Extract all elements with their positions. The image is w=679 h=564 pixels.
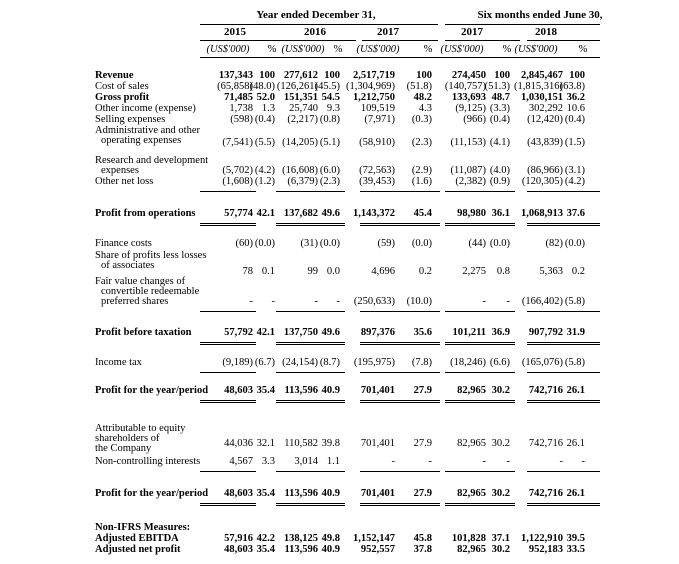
rule bbox=[360, 311, 440, 312]
rule bbox=[445, 191, 515, 192]
header-year: 2018 bbox=[535, 26, 557, 38]
cell-gross_profit: 36.2 bbox=[566, 92, 585, 103]
cell-gross_profit: 1,212,750 bbox=[353, 92, 395, 103]
cell-profit_ops: 36.1 bbox=[491, 208, 510, 219]
double-rule bbox=[200, 223, 256, 226]
cell-profit_period: 35.4 bbox=[256, 385, 275, 396]
header-group-year-ended: Year ended December 31, bbox=[256, 9, 376, 21]
row-label-adj_ebitda: Adjusted EBITDA bbox=[95, 533, 179, 544]
cell-share_assoc: 5,363 bbox=[539, 266, 563, 277]
rule bbox=[200, 57, 600, 58]
cell-attrib_heading: 110,582 bbox=[284, 438, 318, 449]
rule bbox=[276, 372, 345, 373]
cell-revenue: 2,517,719 bbox=[353, 70, 395, 81]
cell-selling: (0.3) bbox=[411, 114, 432, 125]
cell-adj_ebitda: 49.8 bbox=[321, 533, 340, 544]
rule bbox=[200, 40, 356, 41]
cell-share_assoc: 0.1 bbox=[261, 266, 275, 277]
row-label-other_income: Other income (expense) bbox=[95, 103, 196, 114]
cell-profit_period2: 742,716 bbox=[528, 488, 563, 499]
cell-profit_before_tax: 35.6 bbox=[413, 327, 432, 338]
cell-fv_changes: - bbox=[271, 296, 275, 307]
cell-profit_before_tax: 36.9 bbox=[491, 327, 510, 338]
cell-finance_costs: (44) bbox=[468, 238, 486, 249]
cell-profit_ops: 98,980 bbox=[457, 208, 486, 219]
cell-income_tax: (165,076) bbox=[521, 357, 563, 368]
cell-other_income: (3.3) bbox=[489, 103, 510, 114]
cell-attrib_heading: 82,965 bbox=[457, 438, 486, 449]
cell-income_tax: (6.6) bbox=[489, 357, 510, 368]
header-pct: % bbox=[502, 44, 512, 55]
cell-adj_net_profit: 952,557 bbox=[360, 544, 395, 555]
cell-profit_ops: 1,068,913 bbox=[521, 208, 563, 219]
double-rule bbox=[527, 400, 600, 403]
cell-profit_before_tax: 907,792 bbox=[528, 327, 563, 338]
header-group-six-months: Six months ended June 30, bbox=[477, 9, 603, 21]
cell-share_assoc: 0.2 bbox=[571, 266, 585, 277]
cell-profit_ops: 49.6 bbox=[321, 208, 340, 219]
cell-other_net_loss: (39,453) bbox=[359, 176, 395, 187]
cell-profit_ops: 42.1 bbox=[256, 208, 275, 219]
header-pct: % bbox=[578, 44, 588, 55]
cell-attrib_heading: 742,716 bbox=[528, 438, 563, 449]
cell-profit_period2: 40.9 bbox=[321, 488, 340, 499]
rule bbox=[527, 471, 600, 472]
cell-finance_costs: (0.0) bbox=[411, 238, 432, 249]
double-rule bbox=[445, 400, 515, 403]
rule bbox=[200, 311, 256, 312]
double-rule bbox=[360, 342, 440, 345]
double-rule bbox=[276, 400, 345, 403]
double-rule bbox=[445, 503, 515, 506]
cell-profit_period: 27.9 bbox=[413, 385, 432, 396]
cell-attrib_heading: 30.2 bbox=[491, 438, 510, 449]
cell-other_income: 4.3 bbox=[418, 103, 432, 114]
header-pct: % bbox=[267, 44, 277, 55]
rule bbox=[276, 311, 345, 312]
cell-nci: 3.3 bbox=[261, 456, 275, 467]
cell-revenue: 137,343 bbox=[218, 70, 253, 81]
cell-adj_ebitda: 1,152,147 bbox=[353, 533, 395, 544]
cell-admin: (11,153) bbox=[450, 137, 486, 148]
double-rule bbox=[200, 342, 256, 345]
row-label-admin: Administrative and other bbox=[95, 125, 200, 136]
cell-rnd: (3.1) bbox=[564, 165, 585, 176]
cell-admin: (2.3) bbox=[411, 137, 432, 148]
cell-other_income: 25,740 bbox=[289, 103, 318, 114]
cell-profit_ops: 57,774 bbox=[224, 208, 253, 219]
cell-admin: (5.5) bbox=[254, 137, 275, 148]
cell-selling: (12,420) bbox=[527, 114, 563, 125]
row-label-rnd: Research and development bbox=[95, 155, 209, 166]
cell-gross_profit: 71,485 bbox=[224, 92, 253, 103]
cell-other_income: 1,738 bbox=[229, 103, 253, 114]
cell-share_assoc: 2,275 bbox=[462, 266, 486, 277]
cell-revenue: 277,612 bbox=[283, 70, 318, 81]
header-pct: % bbox=[423, 44, 433, 55]
double-rule bbox=[527, 342, 600, 345]
rule bbox=[276, 471, 345, 472]
header-unit: (US$'000) bbox=[514, 44, 558, 55]
cell-selling: (0.4) bbox=[254, 114, 275, 125]
row-label-nci: Non-controlling interests bbox=[95, 456, 201, 467]
cell-rnd: (5,702) bbox=[222, 165, 253, 176]
cell-revenue: 100 bbox=[569, 70, 585, 81]
rule bbox=[445, 471, 515, 472]
header-unit: (US$'000) bbox=[440, 44, 484, 55]
cell-gross_profit: 52.0 bbox=[256, 92, 275, 103]
cell-revenue: 2,845,467 bbox=[521, 70, 563, 81]
cell-adj_net_profit: 82,965 bbox=[457, 544, 486, 555]
cell-nci: 3,014 bbox=[294, 456, 318, 467]
row-label-share_assoc: Share of profits less losses bbox=[95, 250, 207, 261]
cell-fv_changes: - bbox=[314, 296, 318, 307]
cell-attrib_heading: 27.9 bbox=[413, 438, 432, 449]
row-label-adj_net_profit: Adjusted net profit bbox=[95, 544, 181, 555]
cell-income_tax: (7.8) bbox=[411, 357, 432, 368]
cell-rnd: (86,966) bbox=[527, 165, 563, 176]
cell-attrib_heading: 26.1 bbox=[566, 438, 585, 449]
cell-share_assoc: 78 bbox=[242, 266, 253, 277]
cell-revenue: 274,450 bbox=[451, 70, 486, 81]
cell-other_income: (9,125) bbox=[455, 103, 486, 114]
row-label-profit_before_tax: Profit before taxation bbox=[95, 327, 192, 338]
cell-attrib_heading: 32.1 bbox=[256, 438, 275, 449]
cell-nci: 1.1 bbox=[326, 456, 340, 467]
cell-other_income: 9.3 bbox=[326, 103, 340, 114]
cell-gross_profit: 54.5 bbox=[321, 92, 340, 103]
cell-selling: (598) bbox=[230, 114, 253, 125]
cell-fv_changes: - bbox=[506, 296, 510, 307]
cell-selling: (0.4) bbox=[489, 114, 510, 125]
header-year: 2017 bbox=[461, 26, 483, 38]
cell-profit_period: 40.9 bbox=[321, 385, 340, 396]
cell-finance_costs: (0.0) bbox=[489, 238, 510, 249]
cell-selling: (2,217) bbox=[287, 114, 318, 125]
cell-fv_changes: (5.8) bbox=[564, 296, 585, 307]
cell-admin: (5.1) bbox=[319, 137, 340, 148]
cell-other_income: 109,519 bbox=[360, 103, 395, 114]
cell-adj_net_profit: 30.2 bbox=[491, 544, 510, 555]
cell-finance_costs: (0.0) bbox=[254, 238, 275, 249]
cell-other_net_loss: (1.6) bbox=[411, 176, 432, 187]
cell-profit_period2: 35.4 bbox=[256, 488, 275, 499]
cell-share_assoc: 4,696 bbox=[371, 266, 395, 277]
rule bbox=[360, 372, 440, 373]
row-label-admin: operating expenses bbox=[101, 135, 182, 146]
cell-fv_changes: (166,402) bbox=[521, 296, 563, 307]
cell-finance_costs: (0.0) bbox=[564, 238, 585, 249]
cell-income_tax: (18,246) bbox=[450, 357, 486, 368]
cell-profit_before_tax: 897,376 bbox=[360, 327, 395, 338]
cell-adj_ebitda: 138,125 bbox=[283, 533, 318, 544]
cell-cost_of_sales: (51.3) bbox=[484, 81, 510, 92]
cell-cost_of_sales: (140,757) bbox=[444, 81, 486, 92]
cell-gross_profit: 48.7 bbox=[491, 92, 510, 103]
cell-profit_before_tax: 31.9 bbox=[566, 327, 585, 338]
cell-profit_period2: 26.1 bbox=[566, 488, 585, 499]
row-label-profit_ops: Profit from operations bbox=[95, 208, 196, 219]
rule bbox=[527, 40, 600, 41]
double-rule bbox=[527, 503, 600, 506]
cell-profit_period2: 701,401 bbox=[360, 488, 395, 499]
cell-finance_costs: (82) bbox=[545, 238, 563, 249]
cell-nci: - bbox=[506, 456, 510, 467]
cell-nci: - bbox=[391, 456, 395, 467]
cell-rnd: (16,608) bbox=[282, 165, 318, 176]
cell-admin: (4.1) bbox=[489, 137, 510, 148]
header-unit: (US$'000) bbox=[281, 44, 325, 55]
cell-rnd: (6.0) bbox=[319, 165, 340, 176]
cell-adj_net_profit: 35.4 bbox=[256, 544, 275, 555]
rule bbox=[445, 372, 515, 373]
row-label-fv_changes: preferred shares bbox=[101, 296, 169, 307]
cell-adj_ebitda: 42.2 bbox=[256, 533, 275, 544]
row-label-fv_changes: Fair value changes of bbox=[95, 276, 186, 287]
rule bbox=[527, 372, 600, 373]
cell-revenue: 100 bbox=[416, 70, 432, 81]
cell-rnd: (11,087) bbox=[450, 165, 486, 176]
cell-selling: (7,971) bbox=[364, 114, 395, 125]
cell-finance_costs: (60) bbox=[235, 238, 253, 249]
row-label-attrib_heading: Attributable to equity bbox=[95, 423, 186, 434]
cell-fv_changes: - bbox=[336, 296, 340, 307]
cell-rnd: (4.0) bbox=[489, 165, 510, 176]
cell-other_income: 302,292 bbox=[528, 103, 563, 114]
cell-other_net_loss: (120,305) bbox=[521, 176, 563, 187]
cell-admin: (58,910) bbox=[359, 137, 395, 148]
cell-income_tax: (8.7) bbox=[319, 357, 340, 368]
cell-profit_period2: 82,965 bbox=[457, 488, 486, 499]
cell-profit_ops: 137,682 bbox=[283, 208, 318, 219]
row-label-selling: Selling expenses bbox=[95, 114, 166, 125]
cell-cost_of_sales: (48.0) bbox=[249, 81, 275, 92]
header-unit: (US$'000) bbox=[356, 44, 400, 55]
double-rule bbox=[527, 223, 600, 226]
cell-profit_period: 48,603 bbox=[224, 385, 253, 396]
cell-other_net_loss: (4.2) bbox=[564, 176, 585, 187]
cell-attrib_heading: 701,401 bbox=[360, 438, 395, 449]
header-pct: % bbox=[333, 44, 343, 55]
cell-rnd: (2.9) bbox=[411, 165, 432, 176]
cell-cost_of_sales: (51.8) bbox=[406, 81, 432, 92]
cell-finance_costs: (59) bbox=[377, 238, 395, 249]
cell-cost_of_sales: (1,815,316) bbox=[514, 81, 563, 92]
cell-finance_costs: (31) bbox=[300, 238, 318, 249]
rule bbox=[360, 471, 440, 472]
cell-admin: (14,205) bbox=[282, 137, 318, 148]
cell-nci: - bbox=[559, 456, 563, 467]
cell-adj_net_profit: 952,183 bbox=[528, 544, 563, 555]
cell-other_net_loss: (1.2) bbox=[254, 176, 275, 187]
cell-profit_period: 113,596 bbox=[284, 385, 318, 396]
header-year: 2015 bbox=[224, 26, 246, 38]
cell-profit_ops: 1,143,372 bbox=[353, 208, 395, 219]
cell-profit_period: 701,401 bbox=[360, 385, 395, 396]
cell-profit_period: 26.1 bbox=[566, 385, 585, 396]
cell-share_assoc: 0.0 bbox=[326, 266, 340, 277]
cell-other_net_loss: (2,382) bbox=[455, 176, 486, 187]
cell-profit_ops: 37.6 bbox=[566, 208, 585, 219]
cell-adj_net_profit: 33.5 bbox=[566, 544, 585, 555]
double-rule bbox=[276, 342, 345, 345]
double-rule bbox=[276, 503, 345, 506]
cell-share_assoc: 99 bbox=[307, 266, 318, 277]
rule bbox=[200, 372, 256, 373]
row-label-profit_period: Profit for the year/period bbox=[95, 385, 209, 396]
rule bbox=[362, 40, 438, 41]
cell-adj_net_profit: 113,596 bbox=[284, 544, 318, 555]
cell-selling: (966) bbox=[463, 114, 486, 125]
cell-profit_before_tax: 137,750 bbox=[283, 327, 318, 338]
cell-selling: (0.4) bbox=[564, 114, 585, 125]
cell-share_assoc: 0.2 bbox=[418, 266, 432, 277]
cell-profit_before_tax: 101,211 bbox=[452, 327, 486, 338]
row-label-profit_period2: Profit for the year/period bbox=[95, 488, 209, 499]
cell-selling: (0.8) bbox=[319, 114, 340, 125]
cell-nci: - bbox=[428, 456, 432, 467]
cell-fv_changes: - bbox=[249, 296, 253, 307]
cell-other_net_loss: (6,379) bbox=[287, 176, 318, 187]
cell-profit_before_tax: 42.1 bbox=[256, 327, 275, 338]
cell-profit_period2: 30.2 bbox=[491, 488, 510, 499]
cell-adj_ebitda: 101,828 bbox=[451, 533, 486, 544]
rule bbox=[200, 191, 256, 192]
cell-profit_period: 30.2 bbox=[491, 385, 510, 396]
rule bbox=[527, 311, 600, 312]
cell-nci: - bbox=[482, 456, 486, 467]
cell-adj_ebitda: 1,122,910 bbox=[521, 533, 563, 544]
cell-income_tax: (5.8) bbox=[564, 357, 585, 368]
cell-profit_before_tax: 57,792 bbox=[224, 327, 253, 338]
cell-profit_period2: 48,603 bbox=[224, 488, 253, 499]
rule bbox=[200, 24, 438, 25]
cell-cost_of_sales: (65,858) bbox=[217, 81, 253, 92]
cell-other_income: 10.6 bbox=[566, 103, 585, 114]
cell-fv_changes: (250,633) bbox=[353, 296, 395, 307]
cell-other_net_loss: (0.9) bbox=[489, 176, 510, 187]
cell-cost_of_sales: (45.5) bbox=[314, 81, 340, 92]
cell-other_net_loss: (2.3) bbox=[319, 176, 340, 187]
header-year: 2017 bbox=[377, 26, 399, 38]
cell-admin: (7,541) bbox=[222, 137, 253, 148]
cell-profit_period: 82,965 bbox=[457, 385, 486, 396]
double-rule bbox=[445, 342, 515, 345]
header-year: 2016 bbox=[304, 26, 326, 38]
rule bbox=[445, 311, 515, 312]
cell-revenue: 100 bbox=[324, 70, 340, 81]
cell-nci: - bbox=[581, 456, 585, 467]
cell-other_net_loss: (1,608) bbox=[222, 176, 253, 187]
rule bbox=[360, 191, 440, 192]
row-label-attrib_heading: the Company bbox=[95, 443, 152, 454]
double-rule bbox=[360, 400, 440, 403]
row-label-income_tax: Income tax bbox=[95, 357, 142, 368]
row-label-finance_costs: Finance costs bbox=[95, 238, 152, 249]
cell-adj_net_profit: 48,603 bbox=[224, 544, 253, 555]
row-label-rnd: expenses bbox=[101, 165, 139, 176]
cell-profit_before_tax: 49.6 bbox=[321, 327, 340, 338]
double-rule bbox=[200, 400, 256, 403]
cell-cost_of_sales: (63.8) bbox=[559, 81, 585, 92]
cell-gross_profit: 151,351 bbox=[283, 92, 318, 103]
cell-adj_ebitda: 45.8 bbox=[413, 533, 432, 544]
row-label-nonifrs_heading: Non-IFRS Measures: bbox=[95, 522, 191, 533]
rule bbox=[200, 471, 256, 472]
header-unit: (US$'000) bbox=[206, 44, 250, 55]
cell-nci: 4,567 bbox=[229, 456, 253, 467]
cell-adj_ebitda: 37.1 bbox=[491, 533, 510, 544]
cell-profit_period2: 27.9 bbox=[413, 488, 432, 499]
cell-income_tax: (24,154) bbox=[282, 357, 318, 368]
double-rule bbox=[276, 223, 345, 226]
cell-other_income: 1.3 bbox=[261, 103, 275, 114]
cell-revenue: 100 bbox=[494, 70, 510, 81]
cell-share_assoc: 0.8 bbox=[496, 266, 510, 277]
double-rule bbox=[200, 503, 256, 506]
rule bbox=[527, 191, 600, 192]
cell-fv_changes: - bbox=[482, 296, 486, 307]
cell-attrib_heading: 44,036 bbox=[224, 438, 253, 449]
cell-admin: (1.5) bbox=[564, 137, 585, 148]
rule bbox=[276, 191, 345, 192]
row-label-revenue: Revenue bbox=[95, 70, 134, 81]
cell-admin: (43,839) bbox=[527, 137, 563, 148]
cell-attrib_heading: 39.8 bbox=[321, 438, 340, 449]
cell-profit_period: 742,716 bbox=[528, 385, 563, 396]
cell-rnd: (72,563) bbox=[359, 165, 395, 176]
row-label-share_assoc: of associates bbox=[101, 260, 155, 271]
cell-profit_ops: 45.4 bbox=[413, 208, 432, 219]
cell-rnd: (4.2) bbox=[254, 165, 275, 176]
cell-adj_ebitda: 57,916 bbox=[224, 533, 253, 544]
cell-adj_ebitda: 39.5 bbox=[566, 533, 585, 544]
cell-revenue: 100 bbox=[259, 70, 275, 81]
rule bbox=[445, 40, 520, 41]
cell-cost_of_sales: (1,304,969) bbox=[346, 81, 395, 92]
cell-gross_profit: 48.2 bbox=[413, 92, 432, 103]
cell-income_tax: (9,189) bbox=[222, 357, 253, 368]
cell-income_tax: (195,975) bbox=[353, 357, 395, 368]
row-label-attrib_heading: shareholders of bbox=[95, 433, 160, 444]
cell-cost_of_sales: (126,261) bbox=[276, 81, 318, 92]
double-rule bbox=[360, 223, 440, 226]
cell-adj_net_profit: 40.9 bbox=[321, 544, 340, 555]
cell-income_tax: (6.7) bbox=[254, 357, 275, 368]
double-rule bbox=[360, 503, 440, 506]
double-rule bbox=[445, 223, 515, 226]
cell-adj_net_profit: 37.8 bbox=[413, 544, 432, 555]
cell-finance_costs: (0.0) bbox=[319, 238, 340, 249]
cell-gross_profit: 133,693 bbox=[451, 92, 486, 103]
row-label-fv_changes: convertible redeemable bbox=[101, 286, 200, 297]
rule bbox=[445, 24, 600, 25]
cell-gross_profit: 1,030,151 bbox=[521, 92, 563, 103]
row-label-gross_profit: Gross profit bbox=[95, 92, 150, 103]
cell-fv_changes: (10.0) bbox=[406, 296, 432, 307]
row-label-cost_of_sales: Cost of sales bbox=[95, 81, 149, 92]
row-label-other_net_loss: Other net loss bbox=[95, 176, 154, 187]
cell-profit_period2: 113,596 bbox=[284, 488, 318, 499]
